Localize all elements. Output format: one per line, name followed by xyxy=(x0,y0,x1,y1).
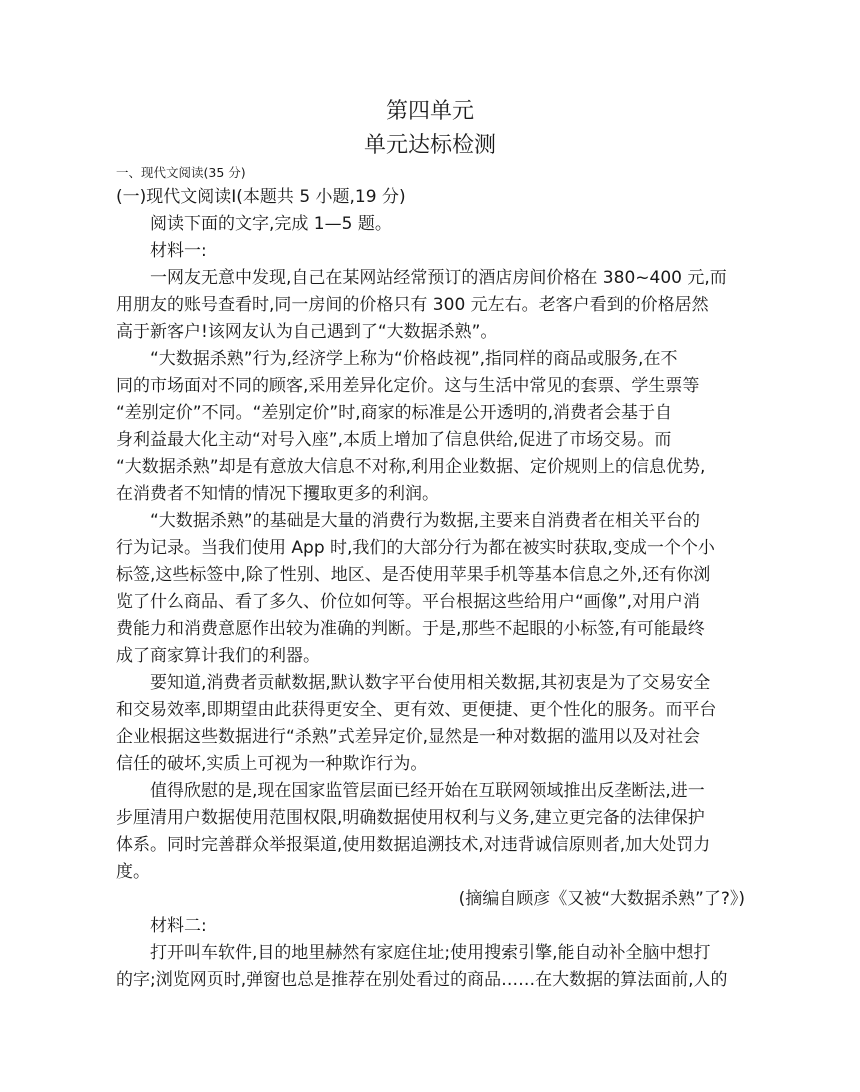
paragraph-line: 度。 xyxy=(116,862,150,882)
material2-label: 材料二: xyxy=(150,916,207,936)
paragraph-line: 高于新客户!该网友认为自己遇到了“大数据杀熟”。 xyxy=(116,322,498,342)
paragraph-line: 信任的破坏,实质上可视为一种欺诈行为。 xyxy=(116,754,428,774)
material1-label: 材料一: xyxy=(150,241,207,261)
paragraph-line: 标签,这些标签中,除了性别、地区、是否使用苹果手机等基本信息之外,还有你浏 xyxy=(116,565,711,585)
paragraph-line: 身利益最大化主动“对号入座”,本质上增加了信息供给,促进了市场交易。而 xyxy=(116,430,672,450)
source-citation: (摘编自顾彦《又被“大数据杀熟”了?》) xyxy=(458,889,745,909)
section-heading: 一、现代文阅读(35 分) xyxy=(116,165,246,180)
paragraph-line: 同的市场面对不同的顾客,采用差异化定价。这与生活中常见的套票、学生票等 xyxy=(116,376,700,396)
paragraph-line: 成了商家算计我们的利器。 xyxy=(116,646,320,666)
paragraph-line: 在消费者不知情的情况下攫取更多的利润。 xyxy=(116,484,439,504)
paragraph-line: “大数据杀熟”的基础是大量的消费行为数据,主要来自消费者在相关平台的 xyxy=(150,511,701,531)
paragraph-line: 步厘清用户数据使用范围权限,明确数据使用权利与义务,建立更完备的法律保护 xyxy=(116,808,705,828)
unit-subtitle: 单元达标检测 xyxy=(363,133,496,158)
paragraph-line: 费能力和消费意愿作出较为准确的判断。于是,那些不起眼的小标签,有可能最终 xyxy=(116,619,705,639)
paragraph-line: 的字;浏览网页时,弹窗也总是推荐在别处看过的商品……在大数据的算法面前,人的 xyxy=(116,970,728,990)
paragraph-line: 值得欣慰的是,现在国家监管层面已经开始在互联网领域推出反垄断法,进一 xyxy=(150,781,705,801)
paragraph-line: 企业根据这些数据进行“杀熟”式差异定价,显然是一种对数据的滥用以及对社会 xyxy=(116,727,701,747)
paragraph-line: 览了什么商品、看了多久、价位如何等。平台根据这些给用户“画像”,对用户消 xyxy=(116,592,701,612)
paragraph-line: 行为记录。当我们使用 App 时,我们的大部分行为都在被实时获取,变成一个个小 xyxy=(116,538,715,558)
paragraph-line: “差别定价”不同。“差别定价”时,商家的标准是公开透明的,消费者会基于自 xyxy=(116,403,673,423)
paragraph-line: “大数据杀熟”行为,经济学上称为“价格歧视”,指同样的商品或服务,在不 xyxy=(150,349,678,369)
unit-title: 第四单元 xyxy=(385,99,474,124)
instruction-text: 阅读下面的文字,完成 1—5 题。 xyxy=(150,214,392,234)
part-heading: (一)现代文阅读Ⅰ(本题共 5 小题,19 分) xyxy=(116,187,406,207)
paragraph-line: 用朋友的账号查看时,同一房间的价格只有 300 元左右。老客户看到的价格居然 xyxy=(116,295,709,315)
paragraph-line: 打开叫车软件,目的地里赫然有家庭住址;使用搜索引擎,能自动补全脑中想打 xyxy=(150,943,711,963)
paragraph-line: 和交易效率,即期望由此获得更安全、更有效、更便捷、更个性化的服务。而平台 xyxy=(116,700,717,720)
paragraph-line: 要知道,消费者贡献数据,默认数字平台使用相关数据,其初衷是为了交易安全 xyxy=(150,673,711,693)
paragraph-line: 一网友无意中发现,自己在某网站经常预订的酒店房间价格在 380~400 元,而 xyxy=(150,268,727,288)
paragraph-line: 体系。同时完善群众举报渠道,使用数据追溯技术,对违背诚信原则者,加大处罚力 xyxy=(116,835,711,855)
paragraph-line: “大数据杀熟”却是有意放大信息不对称,利用企业数据、定价规则上的信息优势, xyxy=(116,457,706,477)
